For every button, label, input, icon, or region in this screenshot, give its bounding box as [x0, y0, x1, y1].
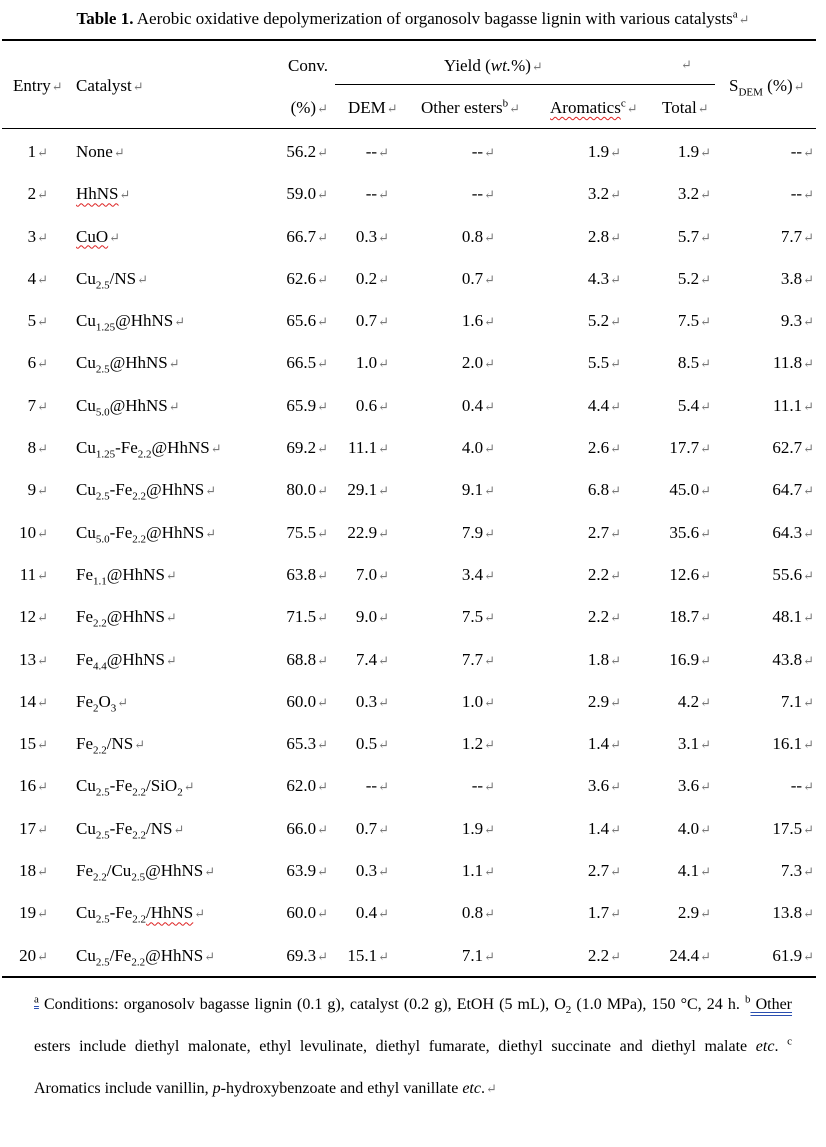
- cell-catalyst: None↵: [76, 142, 125, 161]
- caption-footnote-mark: a: [732, 8, 738, 21]
- cell-aromatics-yield: 1.4↵: [587, 734, 621, 754]
- cell-dem-selectivity: 11.8↵: [772, 353, 814, 373]
- cell-catalyst: $Fe_{4.4}@HhNS↵$: [76, 649, 177, 672]
- cell-dem-yield: 29.1↵: [347, 480, 389, 500]
- cell-dem-yield: --↵: [365, 142, 389, 161]
- cell-conversion: 65.6↵: [286, 311, 328, 331]
- cell-aromatics-yield: 2.7↵: [587, 522, 621, 542]
- cell-catalyst: HhNS↵: [76, 184, 131, 204]
- cell-dem-yield: 7.0↵: [355, 564, 389, 584]
- cell-aromatics-yield: 3.2↵: [587, 184, 621, 204]
- cell-entry: 8↵: [27, 438, 48, 458]
- table-row: [0, 131, 826, 173]
- cell-entry: 12↵: [19, 607, 48, 627]
- cell-total-yield: 1.9↵: [677, 142, 711, 161]
- cell-conversion: 66.0↵: [286, 818, 328, 838]
- cell-total-yield: 7.5↵: [677, 311, 711, 331]
- cell-dem-selectivity: 3.8↵: [780, 268, 814, 288]
- cell-total-yield: 35.6↵: [669, 522, 711, 542]
- table-row: [0, 300, 826, 342]
- header-blank-marker: ↵: [681, 57, 692, 72]
- cell-dem-yield: 11.1↵: [347, 438, 389, 458]
- cell-catalyst: $Fe_2O_3↵$: [76, 691, 129, 715]
- cell-other-esters-yield: --↵: [471, 184, 495, 204]
- cell-conversion: 69.3↵: [286, 945, 328, 965]
- cell-dem-selectivity: 7.3↵: [780, 861, 814, 881]
- cell-total-yield: 18.7↵: [669, 607, 711, 627]
- cell-conversion: 68.8↵: [286, 649, 328, 669]
- cell-aromatics-yield: 2.7↵: [587, 861, 621, 881]
- cell-other-esters-yield: 7.7↵: [461, 649, 495, 669]
- cell-dem-selectivity: 7.7↵: [780, 226, 814, 246]
- cell-conversion: 59.0↵: [286, 184, 328, 204]
- table-row: [0, 427, 826, 469]
- footnote-a-text: Conditions: organosolv bagasse lignin (0.1 g), catalyst (0.2 g), EtOH (5 mL), O: [38, 996, 566, 1013]
- cell-catalyst: $Cu_{5.0}@HhNS↵$: [76, 395, 180, 419]
- cell-total-yield: 2.9↵: [677, 903, 711, 923]
- table-row: [0, 258, 826, 300]
- cell-entry: 10↵: [19, 522, 48, 542]
- cell-entry: 4↵: [27, 268, 48, 288]
- cell-dem-selectivity: 55.6↵: [772, 564, 814, 584]
- cell-other-esters-yield: --↵: [471, 142, 495, 161]
- cell-total-yield: 3.6↵: [677, 776, 711, 796]
- cell-total-yield: 45.0↵: [669, 480, 711, 500]
- footnote-a-mark: a: [34, 993, 39, 1006]
- bottom-rule: [2, 976, 816, 978]
- cell-entry: 2↵: [27, 184, 48, 204]
- cell-aromatics-yield: 5.2↵: [587, 311, 621, 331]
- cell-conversion: 66.7↵: [286, 226, 328, 246]
- cell-dem-yield: 0.6↵: [355, 395, 389, 415]
- cell-other-esters-yield: 7.1↵: [461, 945, 495, 965]
- cell-conversion: 75.5↵: [286, 522, 328, 542]
- cell-other-esters-yield: 1.9↵: [461, 818, 495, 838]
- cell-entry: 20↵: [19, 945, 48, 965]
- cell-dem-yield: 15.1↵: [347, 945, 389, 965]
- cell-dem-yield: 0.3↵: [355, 691, 389, 711]
- cell-catalyst: $Cu_{5.0}-Fe_{2.2}@HhNS↵$: [76, 522, 217, 546]
- cell-conversion: 80.0↵: [286, 480, 328, 500]
- cell-conversion: 60.0↵: [286, 691, 328, 711]
- cell-catalyst: $Cu_{2.5}-Fe_{2.2}/NS↵$: [76, 818, 185, 842]
- cell-dem-selectivity: 9.3↵: [780, 311, 814, 331]
- cell-catalyst: CuO↵: [76, 226, 121, 246]
- cell-other-esters-yield: 0.4↵: [461, 395, 495, 415]
- cell-catalyst: $Cu_{2.5}@HhNS↵$: [76, 353, 180, 376]
- cell-catalyst: $Cu_{2.5}/Fe_{2.2}@HhNS↵$: [76, 945, 216, 969]
- cell-total-yield: 3.1↵: [677, 734, 711, 754]
- cell-other-esters-yield: 0.8↵: [461, 226, 495, 246]
- table-row: [0, 385, 826, 427]
- cell-dem-selectivity: 64.7↵: [772, 480, 814, 500]
- table-row: [0, 173, 826, 215]
- cell-conversion: 65.3↵: [286, 734, 328, 754]
- cell-other-esters-yield: 1.0↵: [461, 691, 495, 711]
- header-entry: Entry↵: [13, 76, 63, 95]
- cell-catalyst: $Cu_{1.25}-Fe_{2.2}@HhNS↵$: [76, 438, 222, 461]
- cell-dem-yield: 0.4↵: [355, 903, 389, 923]
- cell-aromatics-yield: 6.8↵: [587, 480, 621, 500]
- cell-entry: 9↵: [27, 480, 48, 500]
- cell-entry: 6↵: [27, 353, 48, 373]
- cell-catalyst: $Cu_{1.25}@HhNS↵$: [76, 311, 186, 334]
- cell-dem-selectivity: 11.1↵: [772, 395, 814, 415]
- table-row: [0, 639, 826, 681]
- cell-dem-selectivity: 7.1↵: [780, 691, 814, 711]
- header-conversion-label: Conv.: [288, 56, 328, 75]
- yield-group-rule: [335, 84, 715, 85]
- cell-dem-yield: 1.0↵: [355, 353, 389, 373]
- table-row: [0, 554, 826, 596]
- cell-conversion: 66.5↵: [286, 353, 328, 373]
- footnote-b-mark: b: [744, 993, 751, 1006]
- cell-catalyst: $Cu_{2.5}-Fe_{2.2}/SiO_2↵$: [76, 776, 195, 799]
- cell-total-yield: 17.7↵: [669, 438, 711, 458]
- cell-dem-yield: --↵: [365, 184, 389, 204]
- cell-catalyst: $Fe_{1.1}@HhNS↵$: [76, 564, 177, 588]
- cell-conversion: 65.9↵: [286, 395, 328, 415]
- cell-catalyst: $Cu_{2.5}-Fe_{2.2}/HhNS↵$: [76, 903, 206, 926]
- cell-dem-yield: 9.0↵: [355, 607, 389, 627]
- table-caption: Table 1. Aerobic oxidative depolymerization of organosolv bagasse lignin with various catalysts$^a$↵: [76, 8, 750, 28]
- cell-aromatics-yield: 1.4↵: [587, 818, 621, 838]
- cell-aromatics-yield: 1.9↵: [587, 142, 621, 161]
- cell-entry: 16↵: [19, 776, 48, 796]
- header-yield-group: Yield (wt.%)↵: [444, 56, 543, 75]
- cell-other-esters-yield: 1.2↵: [461, 734, 495, 754]
- cell-conversion: 62.0↵: [286, 776, 328, 796]
- cell-dem-yield: 22.9↵: [347, 522, 389, 542]
- cell-catalyst: $Fe_{2.2}/NS↵$: [76, 734, 146, 757]
- cell-total-yield: 16.9↵: [669, 649, 711, 669]
- footnote-c-mark: c: [787, 1035, 793, 1048]
- cell-entry: 3↵: [27, 226, 48, 246]
- cell-aromatics-yield: 2.8↵: [587, 226, 621, 246]
- cell-other-esters-yield: 0.7↵: [461, 268, 495, 288]
- header-aromatics: Aromatics$^c$↵: [550, 97, 638, 117]
- cell-catalyst: $Cu_{2.5}-Fe_{2.2}@HhNS↵$: [76, 480, 217, 503]
- table-row: [0, 512, 826, 554]
- cell-dem-selectivity: 62.7↵: [772, 438, 814, 458]
- cell-conversion: 56.2↵: [286, 142, 328, 161]
- cell-total-yield: 3.2↵: [677, 184, 711, 204]
- cell-aromatics-yield: 4.3↵: [587, 268, 621, 288]
- cell-conversion: 63.9↵: [286, 861, 328, 881]
- header-rule: [2, 128, 816, 129]
- cell-aromatics-yield: 2.2↵: [587, 607, 621, 627]
- cell-total-yield: 5.4↵: [677, 395, 711, 415]
- cell-conversion: 63.8↵: [286, 564, 328, 584]
- header-dem: DEM↵: [348, 98, 398, 117]
- cell-other-esters-yield: 3.4↵: [461, 564, 495, 584]
- table-footnotes: $^a$ Conditions: organosolv bagasse lignin (0.1 g), catalyst (0.2 g), EtOH (5 mL), $O_2$ (1.0 MPa), 150 °C, 24 h. $^b$ Other esters include diethyl malonate, ethyl levulinate, diethyl fumarate, diethyl succinate and diethyl malate etc. $^c$ Aromatics include vanillin, p-hydroxybenzoate and ethyl vanillate etc.↵: [34, 993, 793, 1097]
- cell-total-yield: 4.2↵: [677, 691, 711, 711]
- cell-catalyst: $Cu_{2.5}/NS↵$: [76, 268, 148, 292]
- footnote-c-text: Aromatics include vanillin,: [34, 1080, 213, 1097]
- table-row: [0, 765, 826, 807]
- cell-conversion: 60.0↵: [286, 903, 328, 923]
- table-row: [0, 850, 826, 892]
- cell-entry: 14↵: [19, 691, 48, 711]
- cell-dem-selectivity: 43.8↵: [772, 649, 814, 669]
- cell-total-yield: 24.4↵: [669, 945, 711, 965]
- cell-other-esters-yield: 1.1↵: [461, 861, 495, 881]
- cell-total-yield: 8.5↵: [677, 353, 711, 373]
- cell-dem-yield: 7.4↵: [355, 649, 389, 669]
- cell-dem-selectivity: 17.5↵: [772, 818, 814, 838]
- cell-dem-yield: 0.3↵: [355, 226, 389, 246]
- cell-aromatics-yield: 2.9↵: [587, 691, 621, 711]
- cell-conversion: 71.5↵: [286, 607, 328, 627]
- cell-dem-selectivity: 13.8↵: [772, 903, 814, 923]
- header-other-esters: Other esters$^b$↵: [421, 97, 521, 117]
- cell-total-yield: 5.7↵: [677, 226, 711, 246]
- cell-entry: 13↵: [19, 649, 48, 669]
- cell-aromatics-yield: 2.6↵: [587, 438, 621, 458]
- table-row: [0, 935, 826, 977]
- cell-conversion: 62.6↵: [286, 268, 328, 288]
- cell-dem-selectivity: --↵: [790, 776, 814, 796]
- cell-entry: 1↵: [27, 142, 48, 161]
- cell-dem-selectivity: 48.1↵: [772, 607, 814, 627]
- cell-aromatics-yield: 2.2↵: [587, 564, 621, 584]
- cell-other-esters-yield: 9.1↵: [461, 480, 495, 500]
- table-row: [0, 808, 826, 850]
- cell-other-esters-yield: --↵: [471, 776, 495, 796]
- cell-dem-yield: 0.2↵: [355, 268, 389, 288]
- cell-entry: 11↵: [19, 564, 48, 584]
- cell-aromatics-yield: 4.4↵: [587, 395, 621, 415]
- table-row: [0, 681, 826, 723]
- cell-other-esters-yield: 4.0↵: [461, 438, 495, 458]
- header-total: Total↵: [662, 98, 709, 117]
- table-row: [0, 469, 826, 511]
- cell-dem-yield: 0.7↵: [355, 311, 389, 331]
- cell-entry: 19↵: [19, 903, 48, 923]
- cell-dem-yield: 0.5↵: [355, 734, 389, 754]
- cell-dem-selectivity: --↵: [790, 184, 814, 204]
- cell-dem-selectivity: --↵: [790, 142, 814, 161]
- table-row: [0, 216, 826, 258]
- cell-dem-selectivity: 64.3↵: [772, 522, 814, 542]
- table-row: [0, 342, 826, 384]
- cell-dem-yield: 0.3↵: [355, 861, 389, 881]
- cell-other-esters-yield: 7.5↵: [461, 607, 495, 627]
- cell-entry: 15↵: [19, 734, 48, 754]
- cell-entry: 7↵: [27, 395, 48, 415]
- footnote-b-text: esters include diethyl malonate, ethyl levulinate, diethyl fumarate, diethyl succinate and diethyl malate: [34, 1038, 756, 1055]
- top-rule: [2, 39, 816, 41]
- cell-other-esters-yield: 1.6↵: [461, 311, 495, 331]
- cell-aromatics-yield: 2.2↵: [587, 945, 621, 965]
- cell-aromatics-yield: 1.7↵: [587, 903, 621, 923]
- cell-dem-selectivity: 61.9↵: [772, 945, 814, 965]
- cell-other-esters-yield: 0.8↵: [461, 903, 495, 923]
- table-row: [0, 596, 826, 638]
- cell-dem-yield: 0.7↵: [355, 818, 389, 838]
- cell-conversion: 69.2↵: [286, 438, 328, 458]
- cell-entry: 5↵: [27, 311, 48, 331]
- table-row: [0, 892, 826, 934]
- header-catalyst: Catalyst↵: [76, 76, 144, 95]
- table-number: Table 1.: [76, 9, 134, 28]
- cell-other-esters-yield: 2.0↵: [461, 353, 495, 373]
- cell-other-esters-yield: 7.9↵: [461, 522, 495, 542]
- cell-total-yield: 5.2↵: [677, 268, 711, 288]
- cell-dem-selectivity: 16.1↵: [772, 734, 814, 754]
- cell-total-yield: 4.1↵: [677, 861, 711, 881]
- cell-aromatics-yield: 5.5↵: [587, 353, 621, 373]
- cell-catalyst: $Fe_{2.2}/Cu_{2.5}@HhNS↵$: [76, 861, 216, 884]
- cell-entry: 18↵: [19, 861, 48, 881]
- cell-dem-yield: --↵: [365, 776, 389, 796]
- header-conversion-unit: (%)↵: [290, 98, 328, 117]
- cell-aromatics-yield: 3.6↵: [587, 776, 621, 796]
- table-body: [0, 131, 826, 977]
- header-selectivity-dem: $S_{DEM}$ (%)↵: [729, 76, 805, 99]
- table-row: [0, 723, 826, 765]
- cell-total-yield: 4.0↵: [677, 818, 711, 838]
- cell-total-yield: 12.6↵: [669, 564, 711, 584]
- table-title: Aerobic oxidative depolymerization of organosolv bagasse lignin with various catalysts: [133, 9, 733, 28]
- cell-aromatics-yield: 1.8↵: [587, 649, 621, 669]
- cell-entry: 17↵: [19, 818, 48, 838]
- cell-catalyst: $Fe_{2.2}@HhNS↵$: [76, 607, 177, 630]
